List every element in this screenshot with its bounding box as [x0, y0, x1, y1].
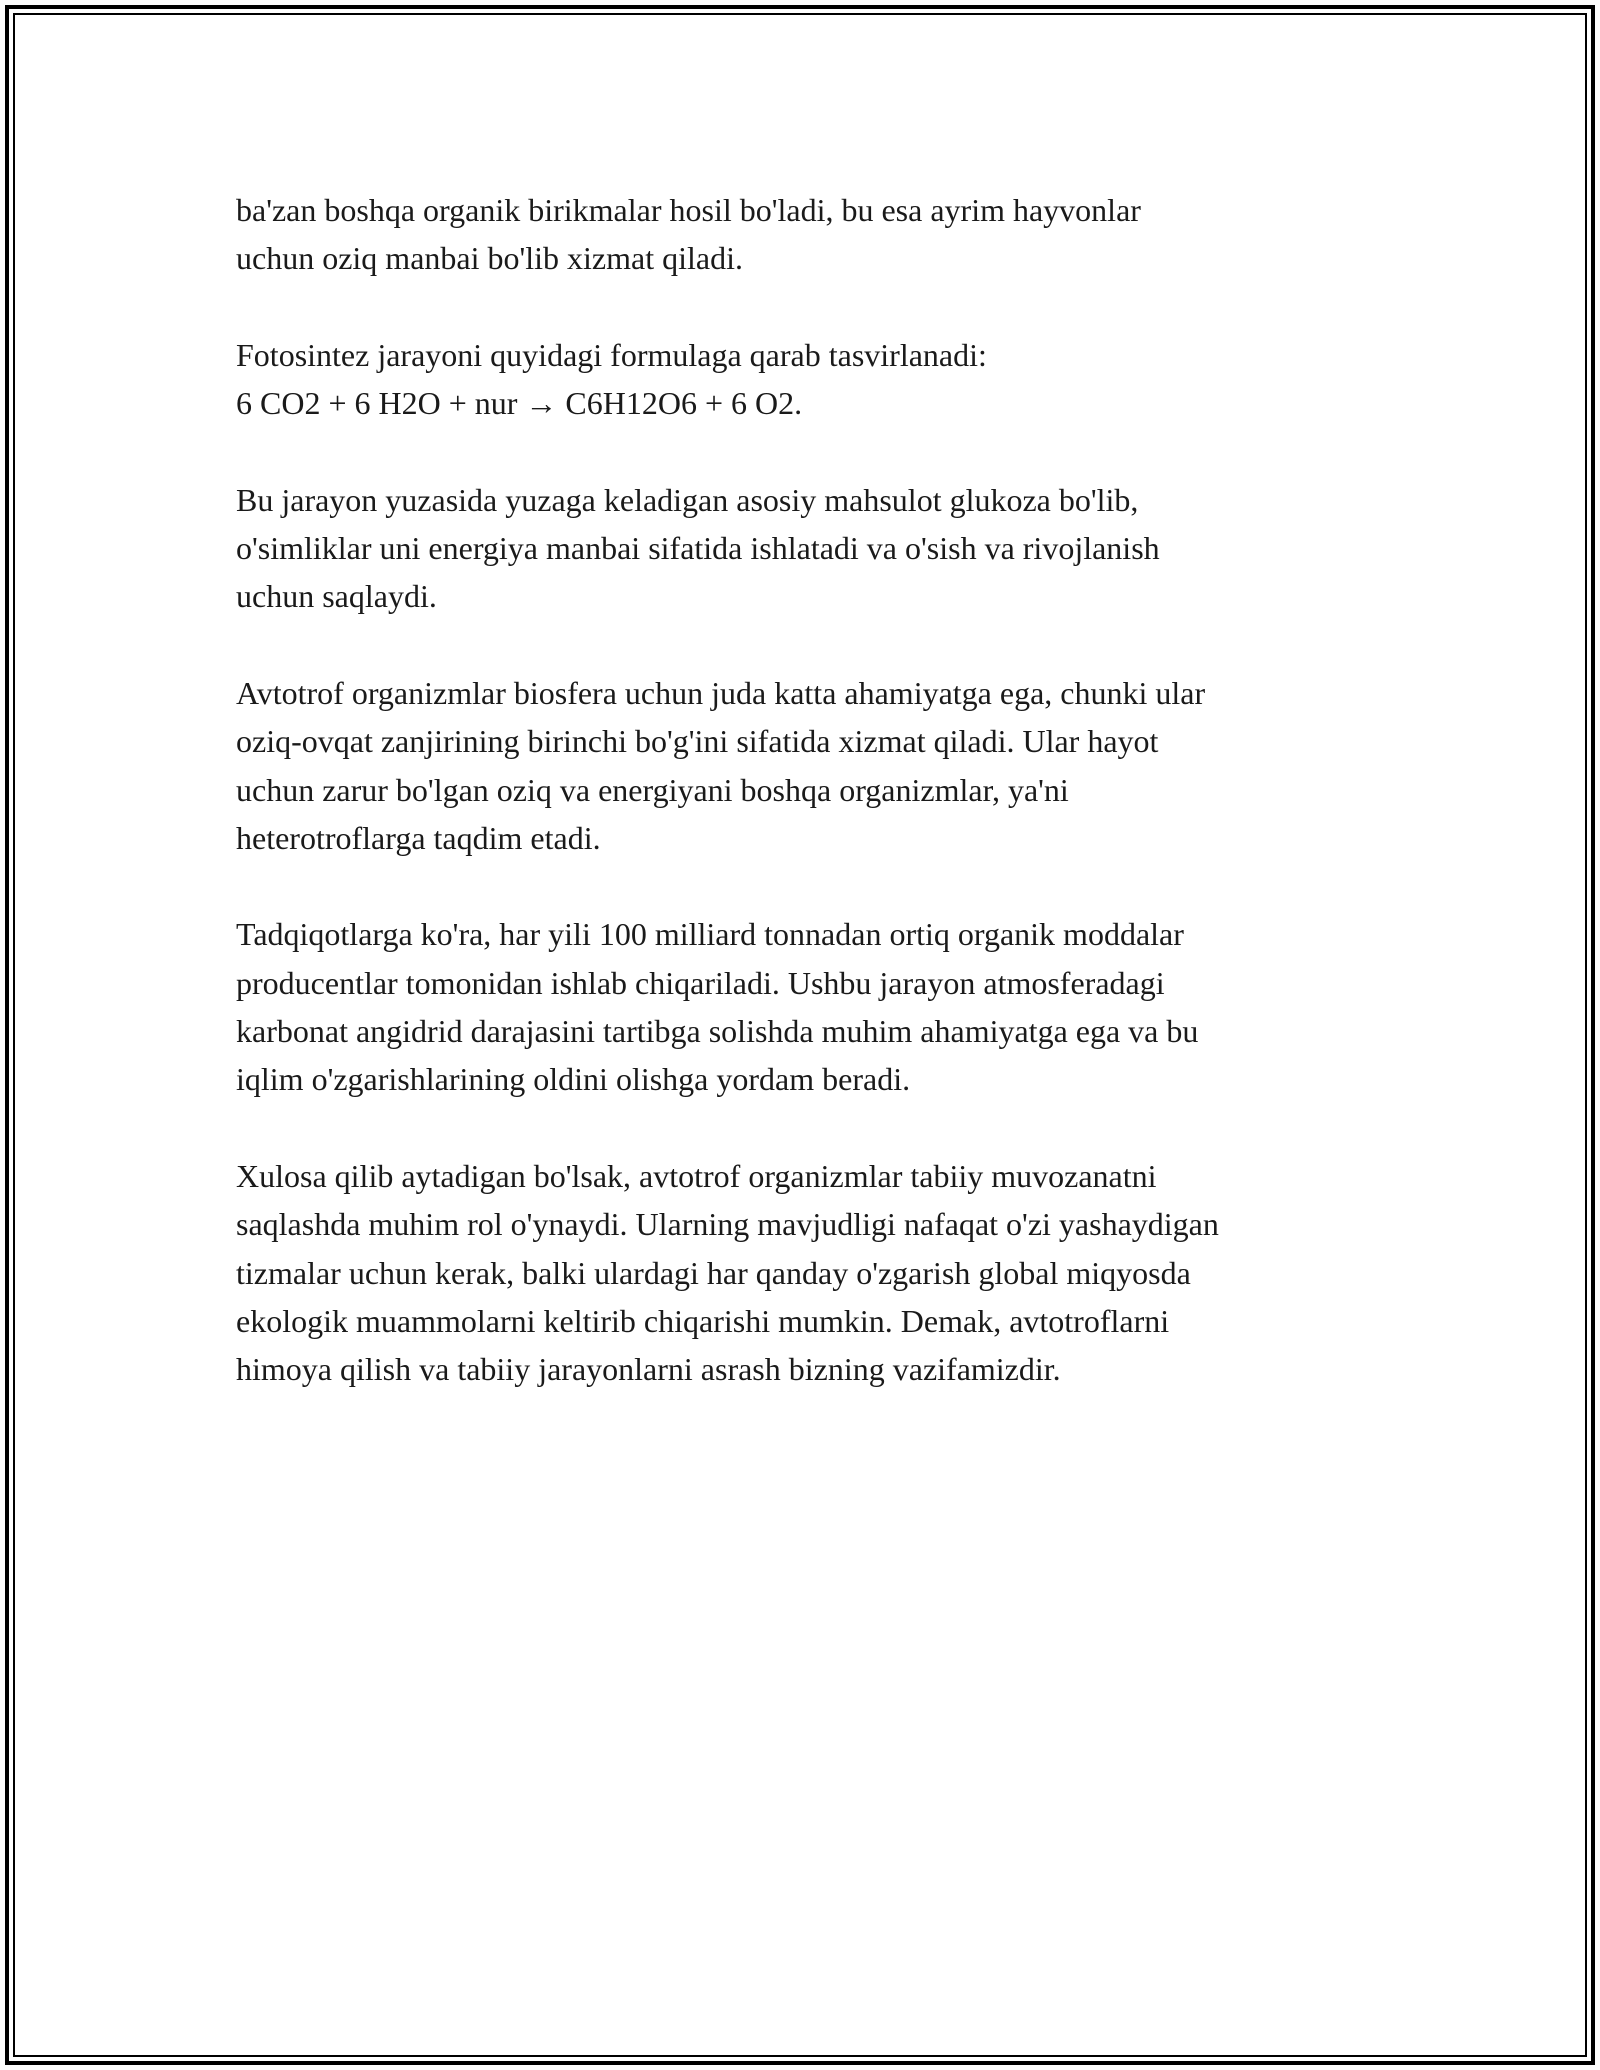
- paragraph-6: Xulosa qilib aytadigan bo'lsak, avtotrof organizmlar tabiiy muvozanatni saqlashda muhim rol o'ynaydi. Ularning mavjudligi nafaqat o'zi yashaydigan tizmalar uchun kerak, balki ulardagi har qanday o'zgarish global miqyosda ekologik muammolarni keltirib chiqarishi mumkin. Demak, avtotroflarni himoya qilish va tabiiy jarayonlarni asrash bizning vazifamizdir.: [236, 1157, 1219, 1388]
- paragraph-3: Bu jarayon yuzasida yuzaga keladigan asosiy mahsulot glukoza bo'lib, o'simliklar uni energiya manbai sifatida ishlatadi va o'sish va rivojlanish uchun saqlaydi.: [236, 481, 1160, 615]
- document-body: [236, 186, 1386, 1442]
- paragraph-5: Tadqiqotlarga ko'ra, har yili 100 milliard tonnadan ortiq organik moddalar producentlar tomonidan ishlab chiqariladi. Ushbu jarayon atmosferadagi karbonat angidrid darajasini tartibga solishda muhim ahamiyatga ega va bu iqlim o'zgarishlarining oldini olishga yordam beradi.: [236, 916, 1199, 1098]
- paragraph-2-formula: Fotosintez jarayoni quyidagi formulaga qarab tasvirlanadi: 6 CO2 + 6 H2O + nur → C6H12O6 + 6 O2.: [236, 336, 987, 422]
- paragraph-4: Avtotrof organizmlar biosfera uchun juda katta ahamiyatga ega, chunki ular oziq-ovqat zanjirining birinchi bo'g'ini sifatida xizmat qiladi. Ular hayot uchun zarur bo'lgan oziq va energiyani boshqa organizmlar, ya'ni heterotroflarga taqdim etadi.: [236, 674, 1206, 856]
- paragraph-1: ba'zan boshqa organik birikmalar hosil bo'ladi, bu esa ayrim hayvonlar uchun oziq manbai bo'lib xizmat qiladi.: [236, 192, 1141, 277]
